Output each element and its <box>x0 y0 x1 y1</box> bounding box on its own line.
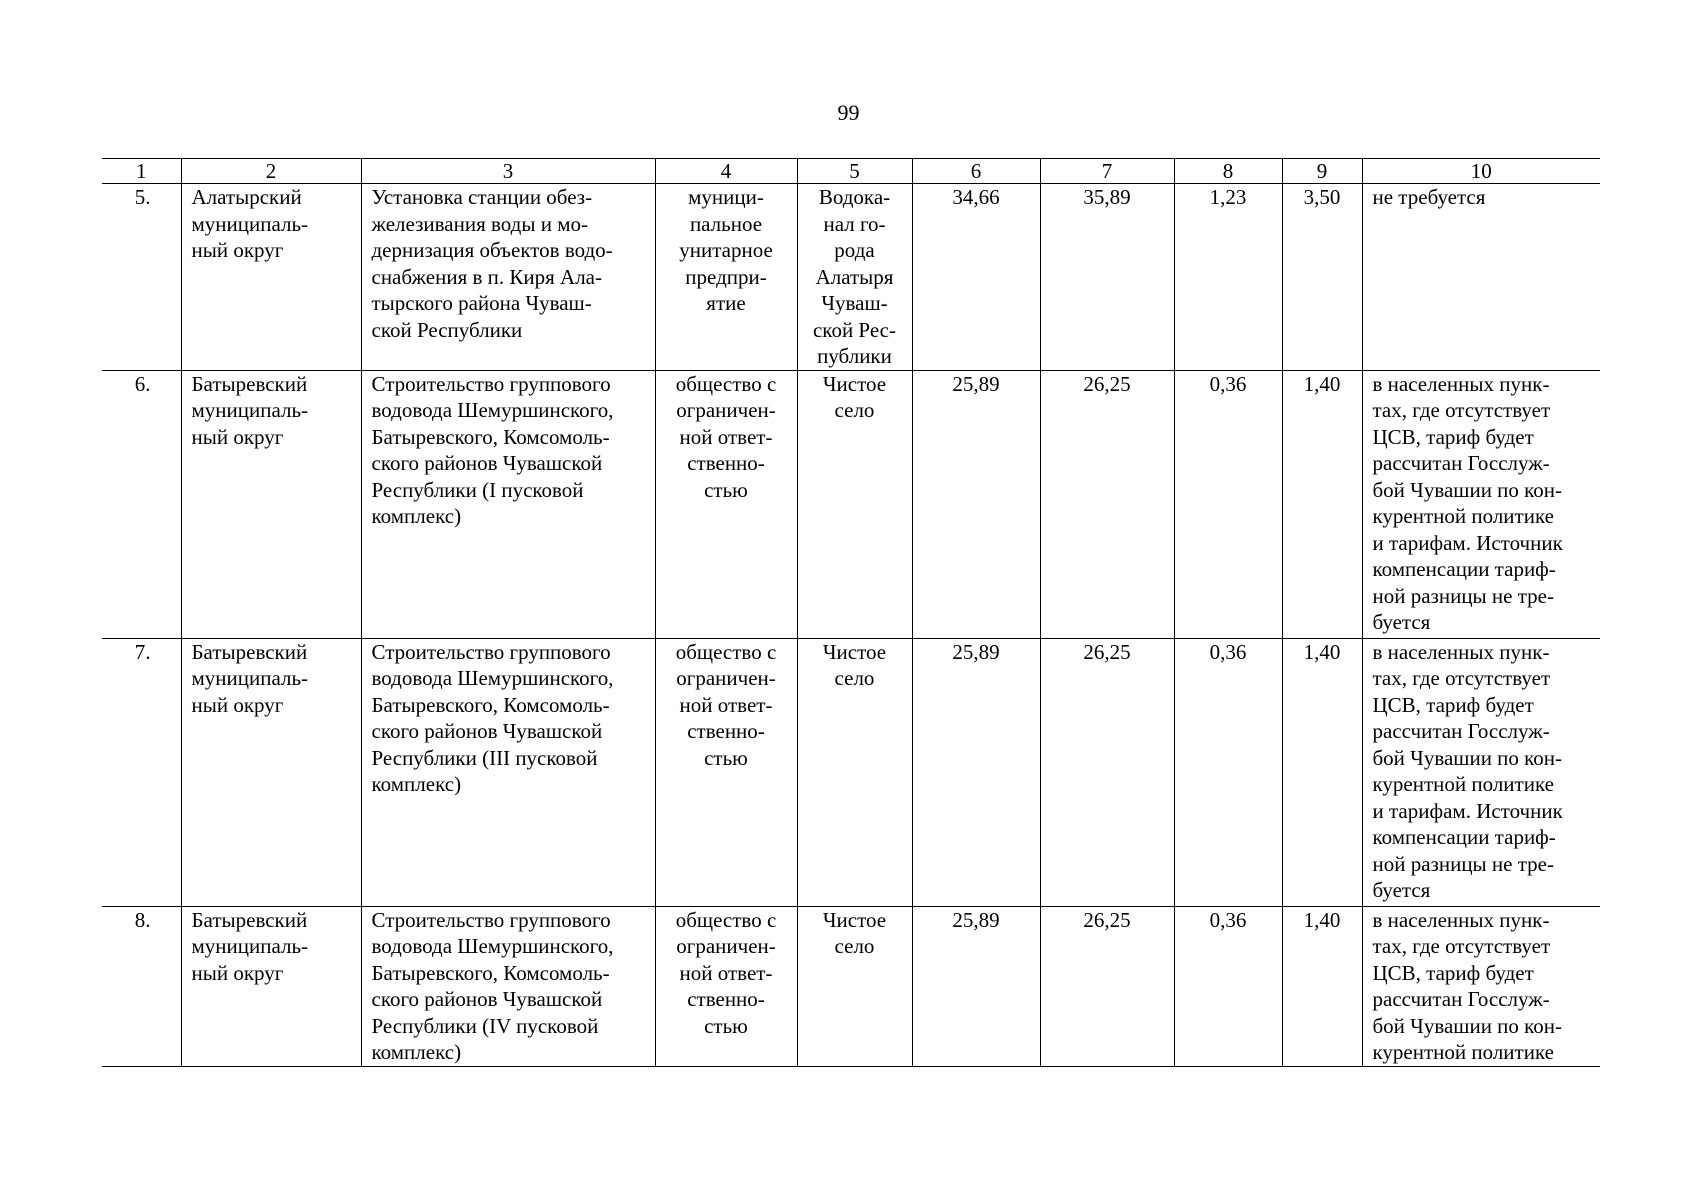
column-header: 7 <box>1040 159 1174 184</box>
project-cell: Строительство группового водовода Шемуршинского, Батыревского, Комсомоль- ского районов Чувашской Республики (IV пусковой комплекс) <box>361 906 655 1066</box>
project-cell: Строительство группового водовода Шемуршинского, Батыревского, Комсомоль- ского районов Чувашской Республики (I пусковой комплекс) <box>361 370 655 638</box>
value-cell-7: 26,25 <box>1040 370 1174 638</box>
value-cell-6: 25,89 <box>912 638 1040 906</box>
value-cell-9: 1,40 <box>1282 906 1362 1066</box>
table-row <box>102 906 1600 1066</box>
value-cell-8: 0,36 <box>1174 638 1282 906</box>
column-header: 2 <box>181 159 361 184</box>
note-cell: не требуется <box>1362 184 1600 371</box>
note-cell: в населенных пунк- тах, где отсутствует ЦСВ, тариф будет рассчитан Госслуж- бой Чувашии по кон- курентной политике и тарифам. Источник компенсации тариф- ной разницы не тре- буется <box>1362 638 1600 906</box>
value-cell-8: 0,36 <box>1174 906 1282 1066</box>
value-cell-6: 34,66 <box>912 184 1040 371</box>
district-cell: Батыревский муниципаль- ный округ <box>181 370 361 638</box>
table-row <box>102 184 1600 371</box>
note-cell: в населенных пунк- тах, где отсутствует ЦСВ, тариф будет рассчитан Госслуж- бой Чувашии по кон- курентной политике <box>1362 906 1600 1066</box>
value-cell-9: 1,40 <box>1282 638 1362 906</box>
value-cell-8: 1,23 <box>1174 184 1282 371</box>
value-cell-7: 35,89 <box>1040 184 1174 371</box>
column-header: 9 <box>1282 159 1362 184</box>
column-header: 6 <box>912 159 1040 184</box>
header-row <box>102 159 1600 184</box>
org-type-cell: муници- пальное унитарное предпри- ятие <box>655 184 797 371</box>
data-table <box>102 158 1600 1067</box>
table-row <box>102 370 1600 638</box>
org-name-cell: Чистое село <box>797 638 912 906</box>
column-header: 10 <box>1362 159 1600 184</box>
row-number: 5. <box>102 184 181 371</box>
value-cell-7: 26,25 <box>1040 906 1174 1066</box>
org-type-cell: общество с ограничен- ной ответ- ственно- стью <box>655 906 797 1066</box>
row-number: 8. <box>102 906 181 1066</box>
district-cell: Алатырский муниципаль- ный округ <box>181 184 361 371</box>
district-cell: Батыревский муниципаль- ный округ <box>181 906 361 1066</box>
value-cell-7: 26,25 <box>1040 638 1174 906</box>
column-header: 5 <box>797 159 912 184</box>
district-cell: Батыревский муниципаль- ный округ <box>181 638 361 906</box>
org-name-cell: Чистое село <box>797 370 912 638</box>
org-type-cell: общество с ограничен- ной ответ- ственно- стью <box>655 370 797 638</box>
row-number: 7. <box>102 638 181 906</box>
note-cell: в населенных пунк- тах, где отсутствует ЦСВ, тариф будет рассчитан Госслуж- бой Чувашии по кон- курентной политике и тарифам. Источник компенсации тариф- ной разницы не тре- буется <box>1362 370 1600 638</box>
table-row <box>102 638 1600 906</box>
org-type-cell: общество с ограничен- ной ответ- ственно- стью <box>655 638 797 906</box>
value-cell-9: 1,40 <box>1282 370 1362 638</box>
value-cell-9: 3,50 <box>1282 184 1362 371</box>
project-cell: Установка станции обез- железивания воды и мо- дернизация объектов водо- снабжения в п. Киря Ала- тырского района Чуваш- ской Республики <box>361 184 655 371</box>
row-number: 6. <box>102 370 181 638</box>
org-name-cell: Водока- нал го- рода Алатыря Чуваш- ской Рес- публики <box>797 184 912 371</box>
org-name-cell: Чистое село <box>797 906 912 1066</box>
column-header: 1 <box>102 159 181 184</box>
value-cell-6: 25,89 <box>912 906 1040 1066</box>
column-header: 4 <box>655 159 797 184</box>
value-cell-8: 0,36 <box>1174 370 1282 638</box>
column-header: 3 <box>361 159 655 184</box>
value-cell-6: 25,89 <box>912 370 1040 638</box>
column-header: 8 <box>1174 159 1282 184</box>
page-number: 99 <box>837 100 860 125</box>
project-cell: Строительство группового водовода Шемуршинского, Батыревского, Комсомоль- ского районов Чувашской Республики (III пусковой комплекс) <box>361 638 655 906</box>
